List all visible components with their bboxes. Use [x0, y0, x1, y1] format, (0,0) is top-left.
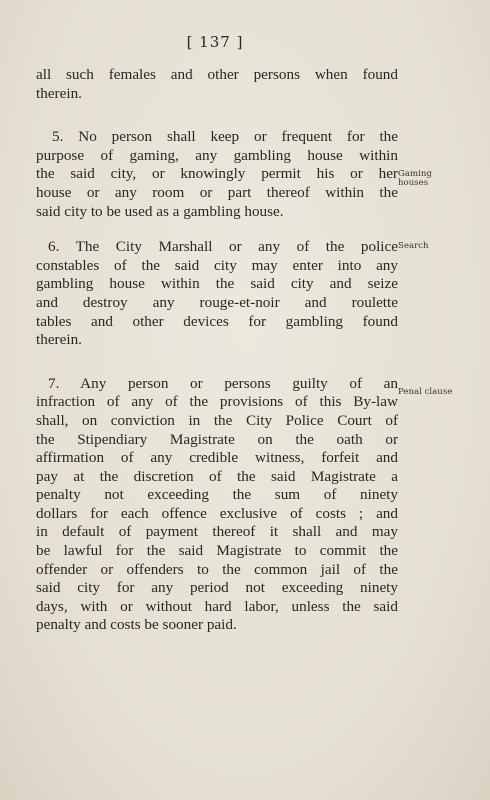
text-line: affirmation of any credible witness, forfeit and: [36, 449, 398, 467]
text-line: infraction of any of the provisions of this By-law: [36, 393, 398, 411]
text-line: said city for any period not exceeding ninety: [36, 579, 398, 597]
text-line: days, with or without hard labor, unless the said: [36, 597, 398, 615]
text-line: house or any room or part thereof within the: [36, 183, 398, 201]
text-line: all such females and other persons when found: [36, 66, 398, 83]
text-line: therein.: [36, 84, 82, 102]
text-line: offender or offenders to the common jail of the: [36, 560, 398, 578]
text-line: the Stipendiary Magistrate on the oath or: [36, 430, 398, 448]
text-line: 6. The City Marshall or any of the police: [48, 238, 398, 256]
margin-note-line: houses: [398, 178, 429, 188]
margin-note-line: Gaming: [398, 169, 432, 179]
margin-note-penal-clause: Penal clause: [398, 387, 453, 397]
text-line: be lawful for the said Magistrate to commit the: [36, 542, 398, 560]
text-line: gambling house within the said city and seize: [36, 275, 398, 293]
page-number: [ 137 ]: [186, 33, 244, 51]
text-line: penalty not exceeding the sum of ninety: [36, 486, 398, 504]
text-line: 5. No person shall keep or frequent for the: [52, 128, 398, 146]
margin-note-search: Search: [398, 241, 429, 251]
text-line: penalty and costs be sooner paid.: [36, 616, 237, 634]
text-line: in default of payment thereof it shall and may: [36, 523, 398, 541]
section-6-paragraph: [36, 238, 398, 350]
text-line: said city to be used as a gambling house.: [36, 202, 284, 220]
body-text: [36, 66, 398, 635]
section-7-paragraph: [36, 375, 398, 635]
section-5-paragraph: [36, 128, 398, 221]
text-line: the said city, or knowingly permit his or her: [36, 165, 398, 183]
text-line: constables of the said city may enter into any: [36, 256, 398, 274]
text-line: pay at the discretion of the said Magistrate a: [36, 467, 398, 485]
text-line: therein.: [36, 331, 82, 349]
text-line: dollars for each offence exclusive of costs ; and: [36, 504, 398, 522]
text-line: purpose of gaming, any gambling house within: [36, 146, 398, 164]
text-line: 7. Any person or persons guilty of an: [48, 374, 398, 392]
text-line: tables and other devices for gambling found: [36, 312, 398, 330]
text-line: shall, on conviction in the City Police Court of: [36, 411, 398, 429]
text-line: and destroy any rouge-et-noir and roulette: [36, 293, 398, 311]
paragraph-continuation: [36, 66, 398, 103]
margin-note-gaming-houses: [398, 170, 432, 188]
